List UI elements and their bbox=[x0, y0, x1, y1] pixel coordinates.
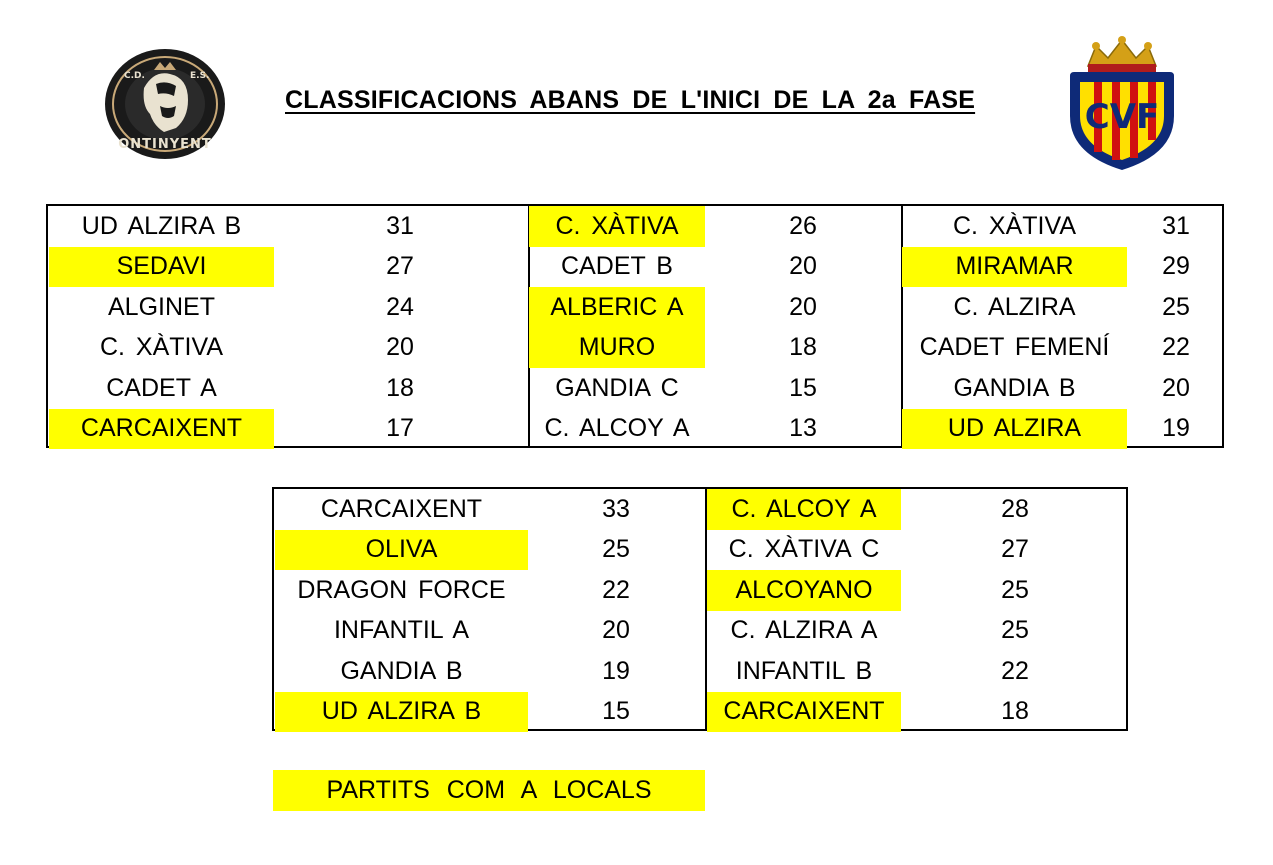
team-points: 15 bbox=[789, 373, 817, 402]
team-name: CARCAIXENT bbox=[320, 494, 483, 523]
crest-letters: CVF bbox=[1084, 97, 1160, 137]
team-name: DRAGON FORCE bbox=[297, 575, 506, 604]
team-name: SEDAVI bbox=[49, 247, 274, 288]
team-points: 25 bbox=[602, 535, 630, 564]
svg-text:E.S.: E.S. bbox=[190, 71, 210, 81]
team-points: 17 bbox=[386, 414, 414, 443]
svg-text:ONTINYENT: ONTINYENT bbox=[118, 137, 212, 152]
team-name: ALCOYANO bbox=[707, 570, 901, 611]
legend-home-matches: PARTITS COM A LOCALS bbox=[273, 770, 705, 811]
team-points: 25 bbox=[1001, 575, 1029, 604]
team-points: 20 bbox=[789, 292, 817, 321]
team-points: 24 bbox=[386, 292, 414, 321]
team-name: C. XÀTIVA C bbox=[728, 535, 880, 564]
team-points: 22 bbox=[1001, 656, 1029, 685]
team-name: C. ALCOY A bbox=[544, 414, 690, 443]
team-name: INFANTIL B bbox=[735, 656, 873, 685]
team-name: INFANTIL A bbox=[333, 616, 470, 645]
cd-ontinyent-crest-icon bbox=[104, 48, 226, 160]
team-points: 15 bbox=[602, 697, 630, 726]
team-name: MIRAMAR bbox=[902, 247, 1127, 288]
team-name: OLIVA bbox=[275, 530, 528, 571]
team-points: 25 bbox=[1162, 292, 1190, 321]
team-points: 20 bbox=[602, 616, 630, 645]
team-name: C. ALCOY A bbox=[707, 489, 901, 530]
team-name: C. XÀTIVA bbox=[529, 206, 705, 247]
team-points: 25 bbox=[1001, 616, 1029, 645]
team-points: 20 bbox=[386, 333, 414, 362]
team-points: 20 bbox=[789, 252, 817, 281]
team-name: UD ALZIRA B bbox=[275, 692, 528, 733]
team-name: C. XÀTIVA bbox=[99, 333, 223, 362]
team-name: ALGINET bbox=[108, 292, 215, 321]
team-name: GANDIA B bbox=[953, 373, 1076, 402]
team-points: 19 bbox=[602, 656, 630, 685]
team-points: 31 bbox=[1162, 211, 1190, 240]
team-name: C. XÀTIVA bbox=[952, 211, 1076, 240]
team-points: 20 bbox=[1162, 373, 1190, 402]
team-points: 28 bbox=[1001, 494, 1029, 523]
svg-text:C.D.: C.D. bbox=[124, 71, 145, 81]
team-name: CADET A bbox=[106, 373, 217, 402]
team-name: CADET FEMENÍ bbox=[919, 333, 1110, 362]
team-name: C. ALZIRA bbox=[953, 292, 1076, 321]
team-points: 29 bbox=[1162, 252, 1190, 281]
team-points: 18 bbox=[1001, 697, 1029, 726]
team-points: 31 bbox=[386, 211, 414, 240]
team-name: MURO bbox=[529, 328, 705, 369]
team-name: ALBERIC A bbox=[529, 287, 705, 328]
team-points: 26 bbox=[789, 211, 817, 240]
team-points: 18 bbox=[789, 333, 817, 362]
team-name: GANDIA C bbox=[555, 373, 679, 402]
team-points: 13 bbox=[789, 414, 817, 443]
team-points: 22 bbox=[1162, 333, 1190, 362]
team-name: CARCAIXENT bbox=[49, 409, 274, 450]
team-points: 22 bbox=[602, 575, 630, 604]
team-name: UD ALZIRA B bbox=[81, 211, 242, 240]
team-name: GANDIA B bbox=[340, 656, 463, 685]
team-name: C. ALZIRA A bbox=[730, 616, 878, 645]
team-points: 33 bbox=[602, 494, 630, 523]
team-points: 27 bbox=[386, 252, 414, 281]
team-name: UD ALZIRA bbox=[902, 409, 1127, 450]
team-points: 18 bbox=[386, 373, 414, 402]
team-name: CADET B bbox=[561, 252, 673, 281]
team-points: 27 bbox=[1001, 535, 1029, 564]
villarreal-cf-crest-icon bbox=[1060, 36, 1184, 172]
team-points: 19 bbox=[1162, 414, 1190, 443]
page-title: CLASSIFICACIONS ABANS DE L'INICI DE LA 2a FASE bbox=[285, 86, 976, 114]
team-name: CARCAIXENT bbox=[707, 692, 901, 733]
